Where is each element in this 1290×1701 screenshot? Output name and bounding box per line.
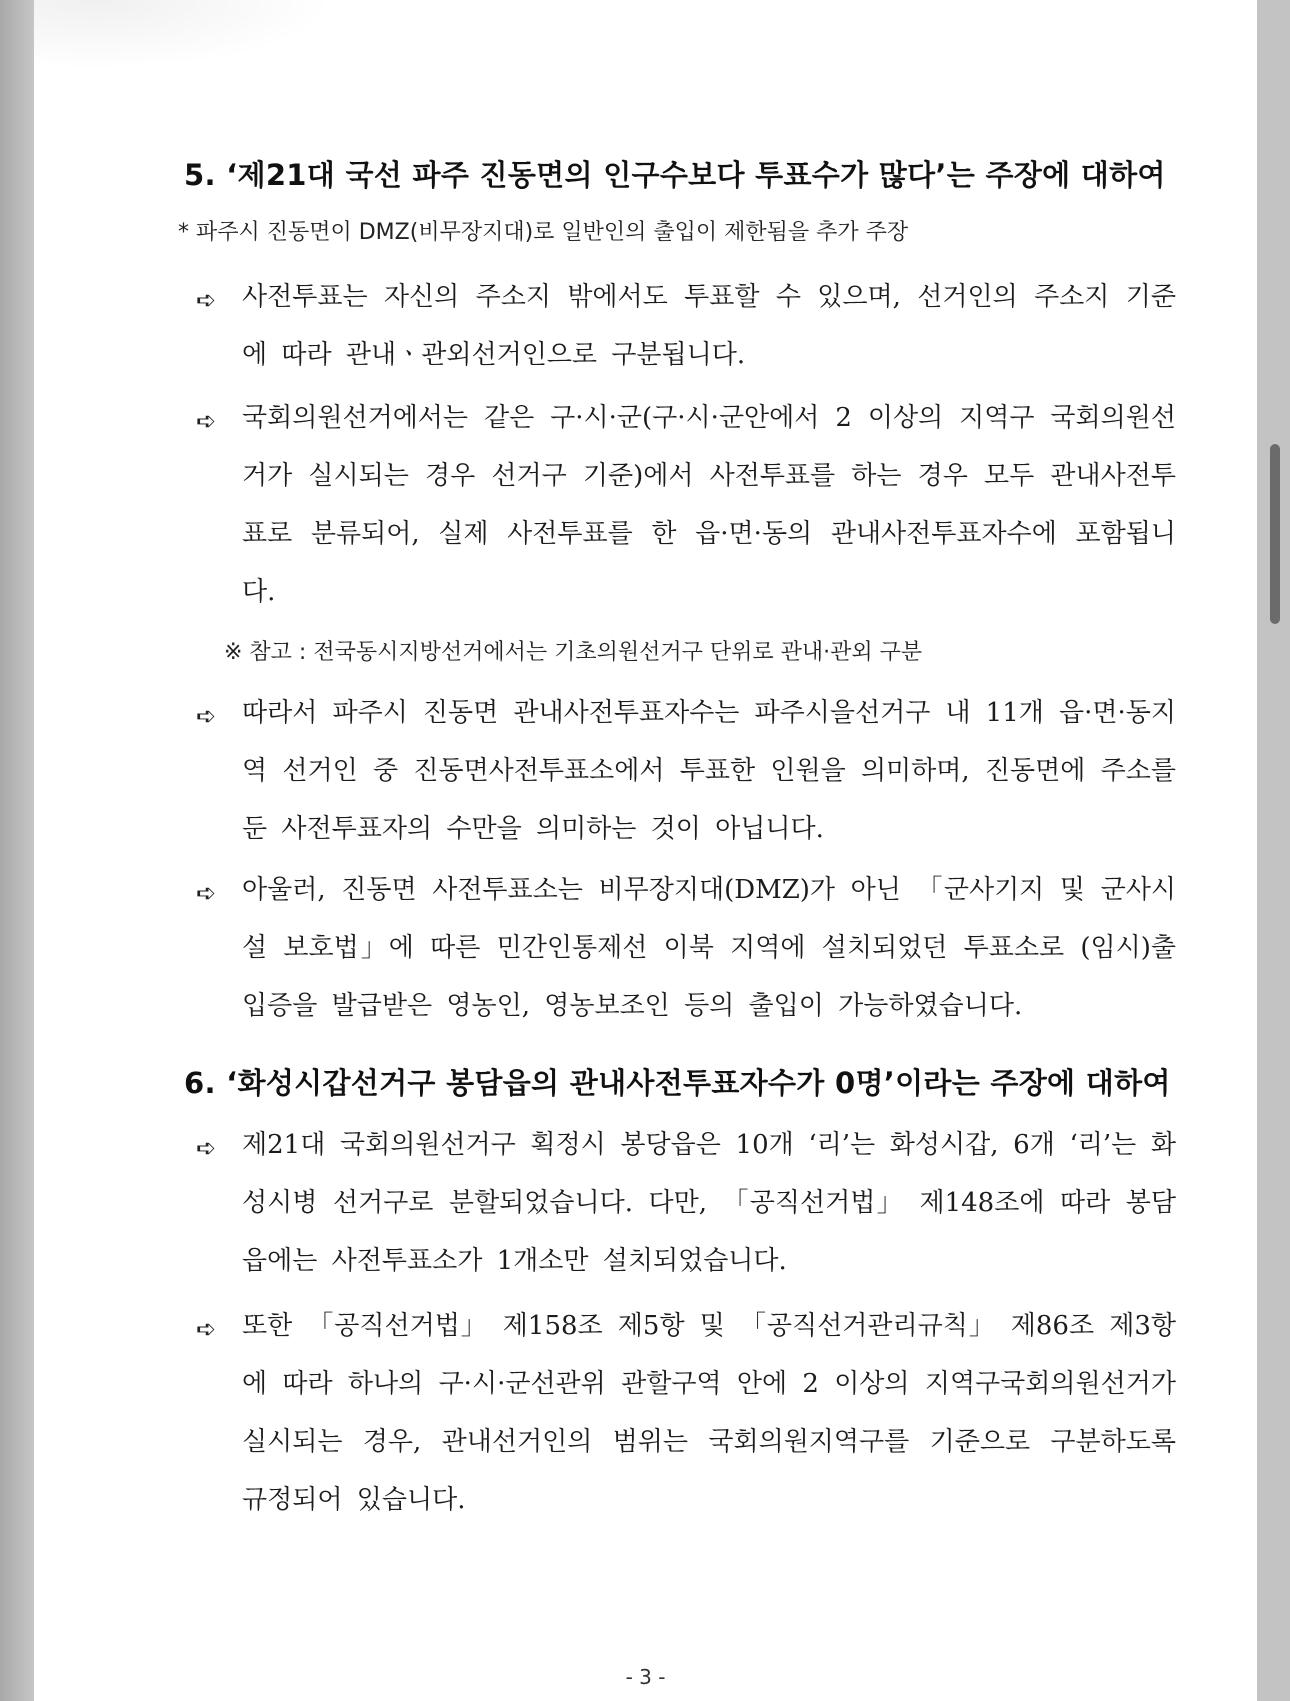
section-6-paragraph-2 xyxy=(196,1297,1176,1529)
section-6-paragraph-1 xyxy=(196,1116,1176,1290)
page-number: - 3 - xyxy=(625,1665,666,1689)
section-5-paragraph-4 xyxy=(196,861,1176,1035)
section-5-note: * 파주시 진동면이 DMZ(비무장지대)로 일반인의 출입이 제한됨을 추가 주장 xyxy=(178,220,909,245)
scrollbar-track[interactable] xyxy=(1257,0,1290,1701)
page-shadow xyxy=(34,0,334,70)
section-5-paragraph-2 xyxy=(196,389,1176,621)
section-5-paragraph-1 xyxy=(196,268,1176,384)
right-arrow-icon: ➪ xyxy=(196,1315,217,1343)
section-5-paragraph-3 xyxy=(196,684,1176,858)
paragraph-text: 따라서 파주시 진동면 관내사전투표자수는 파주시을선거구 내 11개 읍·면·동지역 선거인 중 진동면사전투표소에서 투표한 인원을 의미하며, 진동면에 주소를 둔 사전투표자의 수만을 의미하는 것이 아닙니다. xyxy=(242,698,1176,844)
scrollbar-thumb[interactable] xyxy=(1270,444,1280,624)
right-arrow-icon: ➪ xyxy=(196,879,217,907)
section-5-heading: 5. ‘제21대 국선 파주 진동면의 인구수보다 투표수가 많다’는 주장에 대하여 xyxy=(184,158,1166,192)
left-margin xyxy=(0,0,34,1701)
paragraph-text: 또한 「공직선거법」 제158조 제5항 및 「공직선거관리규칙」 제86조 제3항에 따라 하나의 구·시·군선관위 관할구역 안에 2 이상의 지역구국회의원선거가 실시되는 경우, 관내선거인의 범위는 국회의원지역구를 기준으로 구분하도록 규정되어 있습니다. xyxy=(242,1311,1176,1515)
right-arrow-icon: ➪ xyxy=(196,286,217,314)
paragraph-text: 국회의원선거에서는 같은 구·시·군(구·시·군안에서 2 이상의 지역구 국회의원선거가 실시되는 경우 선거구 기준)에서 사전투표를 하는 경우 모두 관내사전투표로 분류되어, 실제 사전투표를 한 읍·면·동의 관내사전투표자수에 포함됩니다. xyxy=(242,403,1176,607)
right-arrow-icon: ➪ xyxy=(196,1134,217,1162)
right-arrow-icon: ➪ xyxy=(196,407,217,435)
paragraph-text: 아울러, 진동면 사전투표소는 비무장지대(DMZ)가 아닌 「군사기지 및 군사시설 보호법」에 따른 민간인통제선 이북 지역에 설치되었던 투표소로 (임시)출입증을 발급받은 영농인, 영농보조인 등의 출입이 가능하였습니다. xyxy=(242,875,1176,1021)
document-page xyxy=(34,0,1257,1701)
paragraph-text: 사전투표는 자신의 주소지 밖에서도 투표할 수 있으며, 선거인의 주소지 기준에 따라 관내ㆍ관외선거인으로 구분됩니다. xyxy=(242,282,1176,370)
paragraph-text: 제21대 국회의원선거구 획정시 봉당읍은 10개 ‘리’는 화성시갑, 6개 ‘리’는 화성시병 선거구로 분할되었습니다. 다만, 「공직선거법」 제148조에 따라 봉담읍에는 사전투표소가 1개소만 설치되었습니다. xyxy=(242,1130,1176,1276)
right-arrow-icon: ➪ xyxy=(196,702,217,730)
reference-note: ※ 참고 : 전국동시지방선거에서는 기초의원선거구 단위로 관내·관외 구분 xyxy=(224,640,923,665)
section-6-heading: 6. ‘화성시갑선거구 봉담읍의 관내사전투표자수가 0명’이라는 주장에 대하여 xyxy=(184,1066,1171,1100)
